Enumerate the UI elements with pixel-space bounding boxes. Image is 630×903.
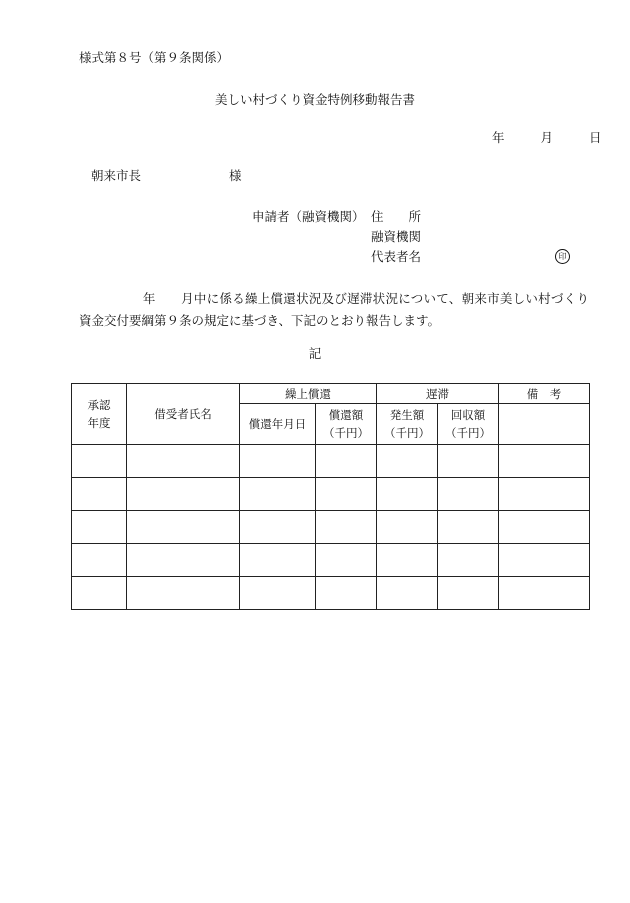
table-cell[interactable] — [72, 478, 127, 511]
table-cell[interactable] — [72, 511, 127, 544]
header-recovery-amount: 回収額 （千円） — [438, 404, 499, 445]
report-body-text: 年 月中に係る繰上償還状況及び遅滞状況について、朝来市美しい村づくり資金交付要綱第９条の規定に基づき、下記のとおり報告します。 — [79, 291, 589, 328]
table-cell[interactable] — [377, 544, 438, 577]
table-cell[interactable] — [316, 577, 377, 610]
table-cell[interactable] — [316, 478, 377, 511]
table-cell[interactable] — [438, 511, 499, 544]
applicant-representative-label: 代表者名 — [371, 249, 422, 264]
table-cell[interactable] — [377, 445, 438, 478]
table-cell[interactable] — [240, 544, 316, 577]
applicant-address-label: 住 所 — [371, 209, 422, 224]
table-cell[interactable] — [316, 544, 377, 577]
table-cell[interactable] — [316, 511, 377, 544]
table-cell[interactable] — [240, 478, 316, 511]
header-repayment-amount: 償還額 （千円） — [316, 404, 377, 445]
header-occurrence-amount: 発生額 （千円） — [377, 404, 438, 445]
record-heading: 記 — [308, 346, 322, 361]
date-year-label: 年 — [492, 130, 505, 145]
addressee-honorific: 様 — [229, 168, 242, 183]
table-cell[interactable] — [127, 577, 240, 610]
table-cell[interactable] — [127, 511, 240, 544]
table-cell[interactable] — [72, 577, 127, 610]
table-cell[interactable] — [127, 445, 240, 478]
header-delinquency: 遅滞 — [377, 384, 499, 404]
header-remarks-blank — [499, 404, 590, 445]
header-approval-year: 承認 年度 — [72, 384, 127, 445]
table-cell[interactable] — [377, 478, 438, 511]
addressee-name: 朝来市長 — [91, 168, 142, 183]
table-cell[interactable] — [127, 544, 240, 577]
table-cell[interactable] — [316, 445, 377, 478]
table-cell[interactable] — [377, 577, 438, 610]
table-cell[interactable] — [377, 511, 438, 544]
table-row — [72, 511, 590, 544]
table-cell[interactable] — [127, 478, 240, 511]
table-row — [72, 478, 590, 511]
table-cell[interactable] — [499, 445, 590, 478]
report-table — [71, 383, 590, 610]
document-title: 美しい村づくり資金特例移動報告書 — [214, 92, 415, 107]
form-number: 様式第８号（第９条関係） — [79, 50, 230, 65]
table-cell[interactable] — [499, 478, 590, 511]
date-day-label: 日 — [588, 130, 602, 145]
table-cell[interactable] — [438, 478, 499, 511]
table-cell[interactable] — [72, 445, 127, 478]
table-cell[interactable] — [240, 577, 316, 610]
table-cell[interactable] — [438, 445, 499, 478]
table-row — [72, 445, 590, 478]
seal-mark-icon: 印 — [555, 249, 570, 264]
table-cell[interactable] — [499, 577, 590, 610]
date-line — [492, 130, 601, 146]
table-cell[interactable] — [499, 544, 590, 577]
header-early-repayment: 繰上償還 — [240, 384, 377, 404]
table-cell[interactable] — [240, 445, 316, 478]
applicant-institution-label: 融資機関 — [371, 229, 422, 244]
header-borrower-name: 借受者氏名 — [127, 384, 240, 445]
table-cell[interactable] — [240, 511, 316, 544]
date-month-label: 月 — [540, 130, 553, 145]
addressee — [91, 168, 242, 184]
table-cell[interactable] — [438, 544, 499, 577]
table-cell[interactable] — [499, 511, 590, 544]
applicant-label: 申請者（融資機関） — [252, 209, 365, 224]
table-cell[interactable] — [72, 544, 127, 577]
table-header-row — [72, 384, 590, 404]
table-row — [72, 577, 590, 610]
header-remarks: 備 考 — [499, 384, 590, 404]
table-row — [72, 544, 590, 577]
table-cell[interactable] — [438, 577, 499, 610]
header-repayment-date: 償還年月日 — [240, 404, 316, 445]
applicant-fields — [371, 209, 421, 269]
